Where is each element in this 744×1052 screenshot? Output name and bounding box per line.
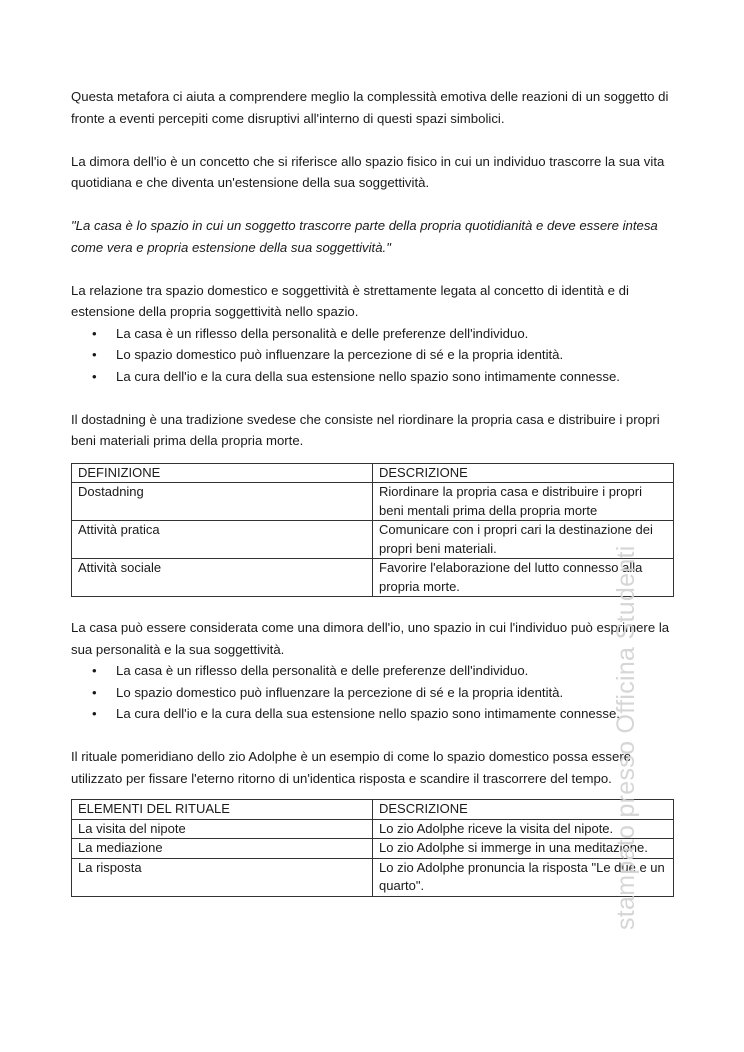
table-cell: Favorire l'elaborazione del lutto connesso alla propria morte. xyxy=(373,559,674,597)
table-cell: Lo zio Adolphe pronuncia la risposta "Le due e un quarto". xyxy=(373,858,674,896)
paragraph-relazione: La relazione tra spazio domestico e soggettività è strettamente legata al concetto di identità e di estensione della propria soggettività nello spazio. xyxy=(71,282,629,319)
table-cell: Riordinare la propria casa e distribuire i propri beni mentali prima della propria morte xyxy=(373,483,674,521)
bullet-icon: • xyxy=(92,663,97,678)
table-rituale xyxy=(71,799,674,897)
table-cell: La mediazione xyxy=(72,839,373,859)
table-header-row xyxy=(72,463,674,483)
table-row xyxy=(72,858,674,896)
bullet-icon: • xyxy=(92,325,97,341)
table-header-cell: DESCRIZIONE xyxy=(373,800,674,820)
table-row xyxy=(72,819,674,839)
list-item: • La casa è un riflesso della personalità e delle preferenze dell'individuo. xyxy=(71,323,675,345)
bullet-list-2 xyxy=(71,660,675,725)
table-definizioni xyxy=(71,463,674,598)
bullet-list-1 xyxy=(71,323,675,388)
table-row xyxy=(72,839,674,859)
table-row xyxy=(72,559,674,597)
table-header-cell: DEFINIZIONE xyxy=(72,463,373,483)
table-cell: Lo zio Adolphe riceve la visita del nipote. xyxy=(373,819,674,839)
table-header-cell: DESCRIZIONE xyxy=(373,463,674,483)
table-cell: Comunicare con i propri cari la destinazione dei propri beni materiali. xyxy=(373,521,674,559)
list-item: • Lo spazio domestico può influenzare la percezione di sé e la propria identità. xyxy=(71,344,675,366)
bullet-icon: • xyxy=(92,706,97,721)
table-cell: Lo zio Adolphe si immerge in una meditazione. xyxy=(373,839,674,859)
list-item: • La cura dell'io e la cura della sua estensione nello spazio sono intimamente connesse. xyxy=(71,366,675,388)
paragraph-dostadning: Il dostadning è una tradizione svedese che consiste nel riordinare la propria casa e distribuire i propri beni materiali prima della propria morte. xyxy=(71,411,660,448)
table-cell: La visita del nipote xyxy=(72,819,373,839)
bullet-icon: • xyxy=(92,684,97,700)
table-row xyxy=(72,521,674,559)
table-cell: Attività sociale xyxy=(72,559,373,597)
watermark: stampato presso Officina Studenti xyxy=(612,545,640,930)
paragraph-rituale: Il rituale pomeridiano dello zio Adolphe è un esempio di come lo spazio domestico possa essere utilizzato per fissare l'eterno ritorno di un'identica risposta e scandire il trascorrere del tempo. xyxy=(71,749,632,786)
list-item: • La casa è un riflesso della personalità e delle preferenze dell'individuo. xyxy=(71,660,675,682)
bullet-icon: • xyxy=(92,347,97,362)
quote-casa: "La casa è lo spazio in cui un soggetto trascorre parte della propria quotidianità e deve essere intesa come vera e propria estensione della sua soggettività." xyxy=(71,218,658,255)
table-cell: Dostadning xyxy=(72,483,373,521)
document-page xyxy=(71,86,675,897)
table-cell: La risposta xyxy=(72,858,373,896)
paragraph-casa-dimora: La casa può essere considerata come una dimora dell'io, uno spazio in cui l'individuo può esprimere la sua personalità e la sua soggettività. xyxy=(71,620,670,657)
table-header-row xyxy=(72,800,674,820)
bullet-icon: • xyxy=(92,368,97,384)
list-item: • La cura dell'io e la cura della sua estensione nello spazio sono intimamente connesse. xyxy=(71,703,675,725)
paragraph-metafora: Questa metafora ci aiuta a comprendere meglio la complessità emotiva delle reazioni di un soggetto di fronte a eventi percepiti come disruptivi all'interno di questi spazi simbolici. xyxy=(71,89,669,126)
table-row xyxy=(72,483,674,521)
table-header-cell: ELEMENTI DEL RITUALE xyxy=(72,800,373,820)
paragraph-dimora-io: La dimora dell'io è un concetto che si riferisce allo spazio fisico in cui un individuo trascorre la sua vita quotidiana e che diventa un'estensione della sua soggettività. xyxy=(71,153,665,190)
table-cell: Attività pratica xyxy=(72,521,373,559)
list-item: • Lo spazio domestico può influenzare la percezione di sé e la propria identità. xyxy=(71,682,675,704)
